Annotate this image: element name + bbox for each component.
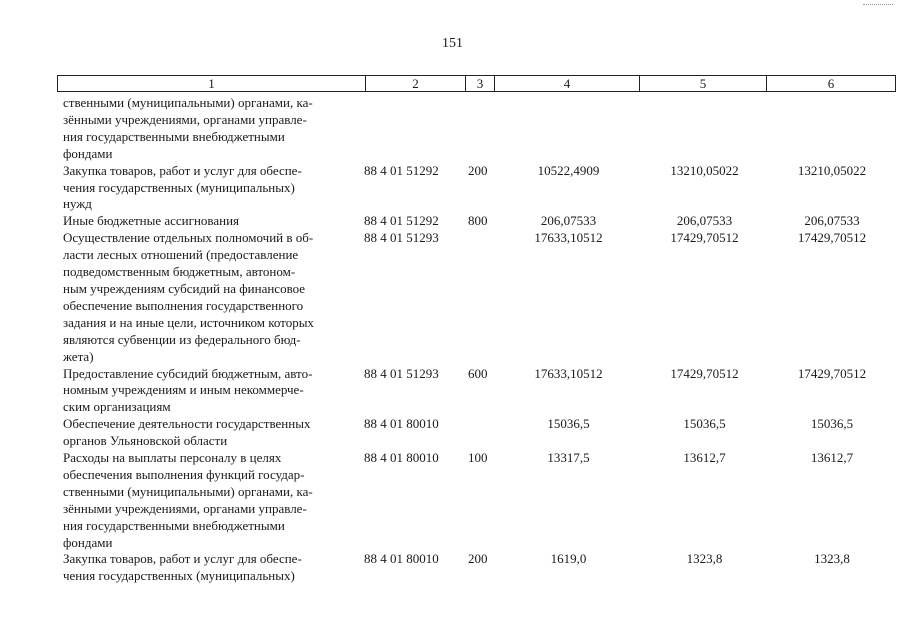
row-value-col6: 17429,70512	[797, 230, 867, 246]
description-line: являются субвенции из федерального бюд-	[63, 331, 301, 347]
row-code: 88 4 01 80010	[364, 416, 439, 432]
row-value-col5: 1323,8	[686, 551, 723, 567]
row-value-col5	[641, 95, 768, 163]
row-description	[57, 416, 357, 450]
row-type: 800	[468, 213, 488, 229]
row-type: 200	[468, 551, 488, 567]
table-row	[57, 163, 896, 214]
row-value-col6	[768, 95, 896, 163]
row-value-col5: 206,07533	[676, 213, 733, 229]
header-col-6: 6	[827, 76, 835, 91]
header-col-1: 1	[58, 76, 366, 91]
row-code: 88 4 01 51293	[364, 365, 439, 381]
row-code	[357, 95, 465, 163]
header-col-5: 5	[640, 76, 767, 91]
description-line: ственными (муниципальными) органами, ка-	[63, 483, 313, 499]
description-line: ственными (муниципальными) органами, ка-	[63, 95, 313, 110]
description-line: обеспечения выполнения функций государ-	[63, 466, 305, 482]
row-description	[57, 366, 357, 417]
description-line: чения государственных (муниципальных)	[63, 568, 295, 584]
table-row	[57, 95, 896, 163]
row-description	[57, 450, 357, 551]
header-col-2: 2	[366, 76, 466, 91]
row-value-col5: 13612,7	[683, 450, 726, 466]
row-description	[57, 551, 357, 585]
row-code: 88 4 01 51293	[364, 230, 439, 246]
row-type: 200	[468, 162, 488, 178]
row-type: 100	[468, 450, 488, 466]
description-line: ным учреждениям субсидий на финансовое	[63, 280, 306, 296]
row-code: 88 4 01 51292	[364, 162, 439, 178]
row-value-col6: 13210,05022	[797, 162, 867, 178]
row-value-col5: 13210,05022	[670, 162, 739, 178]
description-line: номным учреждениям и иным некоммерче-	[63, 382, 304, 398]
page-number: 151	[442, 36, 463, 51]
row-value-col6: 206,07533	[804, 213, 860, 229]
table-row	[57, 230, 896, 365]
description-line: Осуществление отдельных полномочий в об-	[63, 230, 314, 246]
description-line: зёнными учреждениями, органами управле-	[63, 111, 307, 127]
scan-artifact	[863, 4, 893, 11]
row-value-col5: 17429,70512	[670, 365, 739, 381]
description-line: ния государственными внебюджетными	[63, 517, 285, 533]
description-line: жета)	[63, 348, 94, 364]
row-description	[57, 230, 357, 365]
row-description	[57, 213, 357, 230]
row-value-col5: 17429,70512	[670, 230, 739, 246]
description-line: ласти лесных отношений (предоставление	[63, 247, 299, 263]
row-code: 88 4 01 80010	[364, 551, 439, 567]
description-line: чения государственных (муниципальных)	[63, 179, 295, 195]
description-line: Предоставление субсидий бюджетным, авто-	[63, 365, 313, 381]
row-value-col4: 206,07533	[540, 213, 597, 229]
description-line: Закупка товаров, работ и услуг для обеспе-	[63, 162, 302, 178]
table-row	[57, 213, 896, 230]
description-line: подведомственным бюджетным, автоном-	[63, 264, 296, 280]
row-value-col5: 15036,5	[683, 416, 726, 432]
row-type	[465, 95, 496, 163]
row-value-col4: 17633,10512	[534, 365, 603, 381]
description-line: нужд	[63, 196, 92, 212]
description-line: зёнными учреждениями, органами управле-	[63, 500, 307, 516]
row-code: 88 4 01 51292	[364, 213, 439, 229]
row-description	[57, 95, 357, 163]
row-type	[465, 416, 496, 450]
row-type: 600	[468, 365, 488, 381]
description-line: задания и на иные цели, источником которых	[63, 314, 314, 330]
row-value-col6: 15036,5	[810, 416, 854, 432]
description-line: фондами	[63, 145, 113, 161]
table-row	[57, 366, 896, 417]
description-line: Закупка товаров, работ и услуг для обеспе-	[63, 551, 302, 567]
row-value-col4: 10522,4909	[537, 162, 600, 178]
table-body	[57, 95, 896, 585]
description-line: ским организациям	[63, 399, 171, 415]
table-row	[57, 416, 896, 450]
description-line: Расходы на выплаты персоналу в целях	[63, 450, 282, 466]
table-row	[57, 450, 896, 551]
row-value-col6: 13612,7	[810, 450, 854, 466]
row-value-col6: 17429,70512	[797, 365, 867, 381]
row-description	[57, 163, 357, 214]
table-header	[57, 75, 896, 92]
row-value-col4: 1619,0	[550, 551, 587, 567]
description-line: фондами	[63, 534, 113, 550]
header-col-3: 3	[466, 76, 495, 91]
row-type	[465, 230, 496, 365]
row-value-col4: 13317,5	[547, 450, 590, 466]
row-value-col6: 1323,8	[814, 551, 850, 567]
header-col-4: 4	[495, 76, 640, 91]
description-line: органов Ульяновской области	[63, 433, 228, 449]
row-value-col4	[496, 95, 641, 163]
description-line: ния государственными внебюджетными	[63, 128, 285, 144]
description-line: Иные бюджетные ассигнования	[63, 213, 240, 229]
table-row	[57, 551, 896, 585]
row-value-col4: 15036,5	[547, 416, 590, 432]
row-value-col4: 17633,10512	[534, 230, 603, 246]
description-line: Обеспечение деятельности государственных	[63, 416, 311, 432]
description-line: обеспечение выполнения государственного	[63, 297, 304, 313]
row-code: 88 4 01 80010	[364, 450, 439, 466]
